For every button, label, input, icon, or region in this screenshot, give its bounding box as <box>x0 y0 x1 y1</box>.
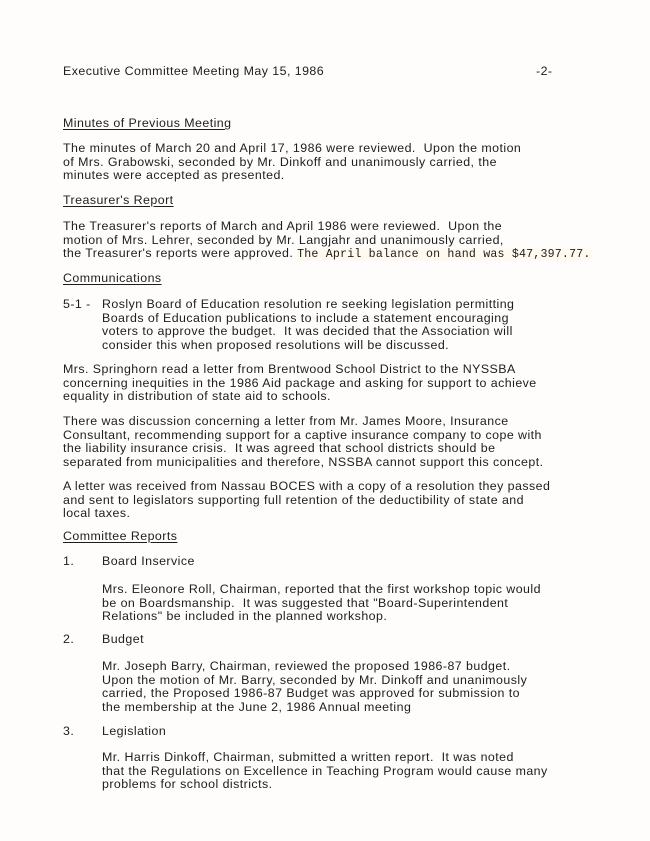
legislation-paragraph <box>102 751 548 792</box>
balance-note: The April balance on hand was $47,397.77. <box>297 248 591 262</box>
text-line: Mrs. Springhorn read a letter from Brentwood School District to the NYSSBA <box>63 362 516 376</box>
text-line: be on Boardsmanship. It was suggested that "Board-Superintendent <box>102 595 509 610</box>
item-number: 3. <box>63 724 75 738</box>
moore-paragraph <box>63 415 543 469</box>
text-line: The minutes of March 20 and April 17, 1986 were reviewed. Upon the motion <box>63 141 522 155</box>
text-line: Roslyn Board of Education resolution re seeking legislation permitting <box>102 297 515 311</box>
text-line: A letter was received from Nassau BOCES with a copy of a resolution they passed <box>63 479 551 493</box>
text-line: Consultant, recommending support for a captive insurance company to cope with <box>63 427 542 442</box>
item-number: 5-1 - <box>63 297 91 311</box>
minutes-paragraph <box>63 142 521 183</box>
text-line: separated from municipalities and therefore, NSSBA cannot support this concept. <box>63 454 544 469</box>
board-inservice-paragraph <box>102 583 541 624</box>
text-line: concerning inequities in the 1986 Aid package and asking for support to achieve <box>63 375 537 390</box>
text-line: There was discussion concerning a letter from Mr. James Moore, Insurance <box>63 414 509 428</box>
section-heading-treasurer: Treasurer's Report <box>63 193 174 207</box>
communication-5-1 <box>102 298 514 352</box>
item-title: Board Inservice <box>102 554 195 568</box>
text-line: Mrs. Eleonore Roll, Chairman, reported that the first workshop topic would <box>102 582 541 596</box>
item-title: Legislation <box>102 724 167 738</box>
item-title: Budget <box>102 632 144 646</box>
text-line: minutes were accepted as presented. <box>63 168 285 183</box>
text-line: the membership at the June 2, 1986 Annual meeting <box>102 699 412 714</box>
section-heading-minutes: Minutes of Previous Meeting <box>63 116 232 130</box>
section-heading-committee-reports: Committee Reports <box>63 529 178 543</box>
treasurer-paragraph <box>63 220 591 261</box>
text-line: problems for school districts. <box>102 777 273 792</box>
text-line: consider this when proposed resolutions will be discussed. <box>102 337 450 352</box>
text-line: Mr. Joseph Barry, Chairman, reviewed the proposed 1986-87 budget. <box>102 659 511 673</box>
text-line: carried, the Proposed 1986-87 Budget was approved for submission to <box>102 686 520 701</box>
text-line: voters to approve the budget. It was decided that the Association will <box>102 324 513 339</box>
budget-paragraph <box>102 660 527 714</box>
page-number: -2- <box>536 64 553 78</box>
text-line: and sent to legislators supporting full retention of the deductibility of state and <box>63 492 524 507</box>
item-number: 1. <box>63 554 75 568</box>
text-line: of Mrs. Grabowski, seconded by Mr. Dinkoff and unanimously carried, the <box>63 154 497 169</box>
springhorn-paragraph <box>63 363 537 404</box>
text-line: Relations" be included in the planned workshop. <box>102 609 388 624</box>
text-line: that the Regulations on Excellence in Teaching Program would cause many <box>102 763 548 778</box>
text-line: Upon the motion of Mr. Barry, seconded by Mr. Dinkoff and unanimously <box>102 672 528 687</box>
text-line: the Treasurer's reports were approved. <box>63 246 298 261</box>
header-title: Executive Committee Meeting May 15, 1986 <box>63 64 325 78</box>
section-heading-communications: Communications <box>63 271 162 285</box>
text-line: Mr. Harris Dinkoff, Chairman, submitted a written report. It was noted <box>102 750 514 764</box>
text-line: The Treasurer's reports of March and April 1986 were reviewed. Upon the <box>63 219 503 233</box>
text-line: Boards of Education publications to include a statement encouraging <box>102 310 509 325</box>
item-number: 2. <box>63 632 75 646</box>
boces-paragraph <box>63 480 550 521</box>
text-line: local taxes. <box>63 506 131 521</box>
text-line: motion of Mrs. Lehrer, seconded by Mr. Langjahr and unanimously carried, <box>63 232 504 247</box>
text-line: the liability insurance crisis. It was agreed that school districts should be <box>63 441 496 456</box>
text-line: equality in distribution of state aid to schools. <box>63 389 331 404</box>
